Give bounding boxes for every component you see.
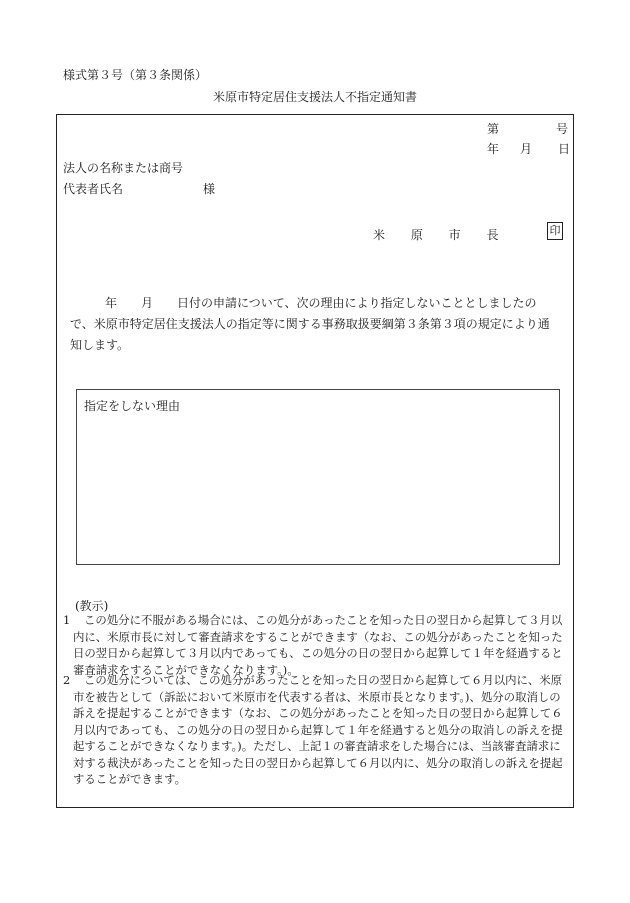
- reason-box: [76, 389, 560, 565]
- body-text: [70, 293, 560, 356]
- notice-item-number: 2: [63, 673, 71, 687]
- representative-label: 代表者氏名: [63, 182, 124, 196]
- form-number-label: 様式第３号（第３条関係）: [63, 68, 208, 82]
- doc-number-prefix: 第: [487, 122, 500, 136]
- notice-item: [63, 612, 568, 678]
- doc-number-suffix: 号: [556, 122, 569, 136]
- date-year-label: 年: [487, 142, 500, 156]
- body-line-2: 米原市特定居住支援法人の指定等に関する事務取扱要綱第３条第３項の規定により通知します。: [70, 317, 550, 352]
- notice-item-text: この処分に不服がある場合には、この処分があったことを知った日の翌日から起算して３月以内に、米原市長に対して審査請求をすることができます（なお、この処分があったことを知った日の翌日から起算して３月以内であっても、この処分の日の翌日から起算して１年を経過すると審査請求をすることができなくなります。)。: [73, 613, 563, 677]
- date-day-label: 日: [558, 142, 571, 156]
- notice-item: [63, 672, 568, 788]
- document-title: 米原市特定居住支援法人不指定通知書: [212, 90, 417, 104]
- body-line-1: 年 月 日付の申請について、次の理由により指定しないこととしましたので、: [70, 296, 537, 331]
- notice-item-number: 1: [63, 613, 71, 627]
- honorific-label: 様: [203, 182, 216, 196]
- date-month-label: 月: [520, 142, 533, 156]
- notice-title: (教示): [75, 599, 109, 613]
- seal-mark: 印: [547, 222, 563, 240]
- reason-label: 指定をしない理由: [84, 399, 181, 413]
- mayor-label: 米 原 市 長: [373, 228, 510, 242]
- corp-name-label: 法人の名称または商号: [63, 161, 184, 175]
- notice-item-text: この処分については、この処分があったことを知った日の翌日から起算して６月以内に、米原市を被告として（訴訟において米原市を代表する者は、米原市長となります。)、処分の取消しの訴えを提起することができます（なお、この処分があったことを知った日の翌日から起算して６月以内であっても、この処分の日の翌日から起算して１年を経過すると処分の取消しの訴えを提起することができなくなります。)。ただし、上記１の審査請求をした場合には、当該審査請求に対する裁決があったことを知った日の翌日から起算して６月以内に、処分の取消しの訴えを提起することができます。: [73, 673, 563, 786]
